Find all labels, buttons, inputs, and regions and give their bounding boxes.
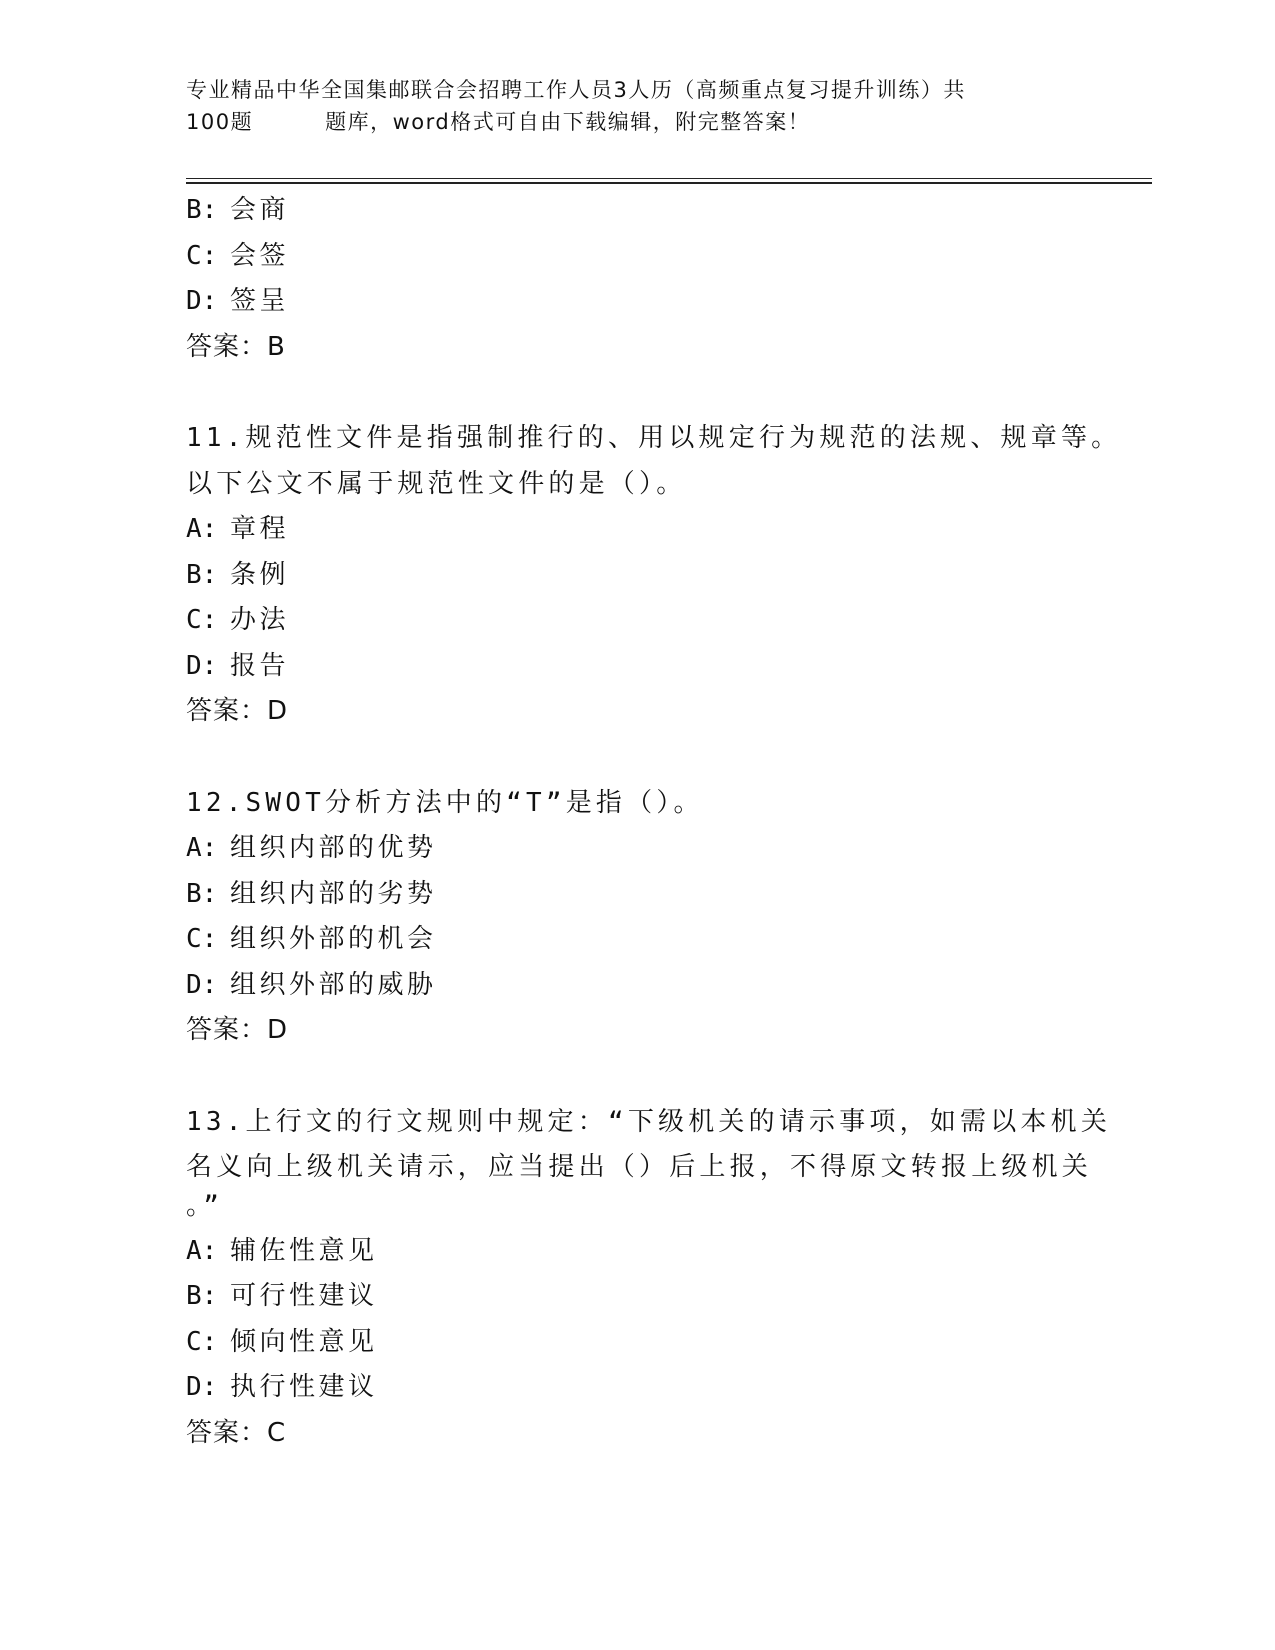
option-b: B: 组织内部的劣势 — [186, 878, 437, 909]
question-block-13 — [186, 1100, 1112, 1457]
header-line-2 — [186, 106, 1066, 138]
option-b: B: 会商 — [186, 195, 290, 225]
header-description: 题库，word格式可自由下载编辑，附完整答案！ — [325, 110, 811, 134]
question-text: 名义向上级机关请示，应当提出（）后上报，不得原文转报上级机关 — [186, 1152, 1093, 1182]
header-line-1: 专业精品中华全国集邮联合会招聘工作人员3人历（高频重点复习提升训练）共 — [186, 78, 966, 102]
question-text: 11.规范性文件是指强制推行的、用以规定行为规范的法规、规章等。 — [186, 423, 1122, 453]
question-block-12 — [186, 781, 1086, 1054]
option-c: C: 倾向性意见 — [186, 1326, 378, 1357]
option-c: C: 组织外部的机会 — [186, 924, 437, 954]
option-d: D: 签呈 — [186, 286, 290, 316]
question-text: 。” — [186, 1190, 224, 1221]
answer-line: 答案：B — [186, 331, 286, 362]
question-list — [186, 188, 1122, 1456]
question-text: 12.SWOT分析方法中的“T”是指（）。 — [186, 787, 704, 818]
option-c: C: 办法 — [186, 605, 290, 635]
option-b: B: 可行性建议 — [186, 1281, 378, 1311]
option-c: C: 会签 — [186, 240, 290, 271]
question-text: 以下公文不属于规范性文件的是（）。 — [186, 468, 687, 499]
answer-line: 答案：C — [186, 1417, 287, 1448]
question-block-previous — [186, 188, 1086, 370]
answer-line: 答案：D — [186, 1015, 289, 1045]
header-question-count: 100题 — [186, 110, 254, 134]
option-d: D: 执行性建议 — [186, 1372, 378, 1402]
question-text: 13.上行文的行文规则中规定：“下级机关的请示事项，如需以本机关 — [186, 1106, 1112, 1137]
page-header — [186, 74, 1066, 138]
option-d: D: 报告 — [186, 650, 290, 681]
question-block-11 — [186, 416, 1122, 735]
option-b: B: 条例 — [186, 559, 290, 590]
option-d: D: 组织外部的威胁 — [186, 969, 437, 1000]
answer-line: 答案：D — [186, 696, 289, 726]
header-divider-thick — [186, 182, 1152, 184]
option-a: A: 章程 — [186, 514, 290, 544]
header-divider-thin — [186, 178, 1152, 179]
option-a: A: 组织内部的优势 — [186, 833, 437, 863]
option-a: A: 辅佐性意见 — [186, 1235, 378, 1266]
